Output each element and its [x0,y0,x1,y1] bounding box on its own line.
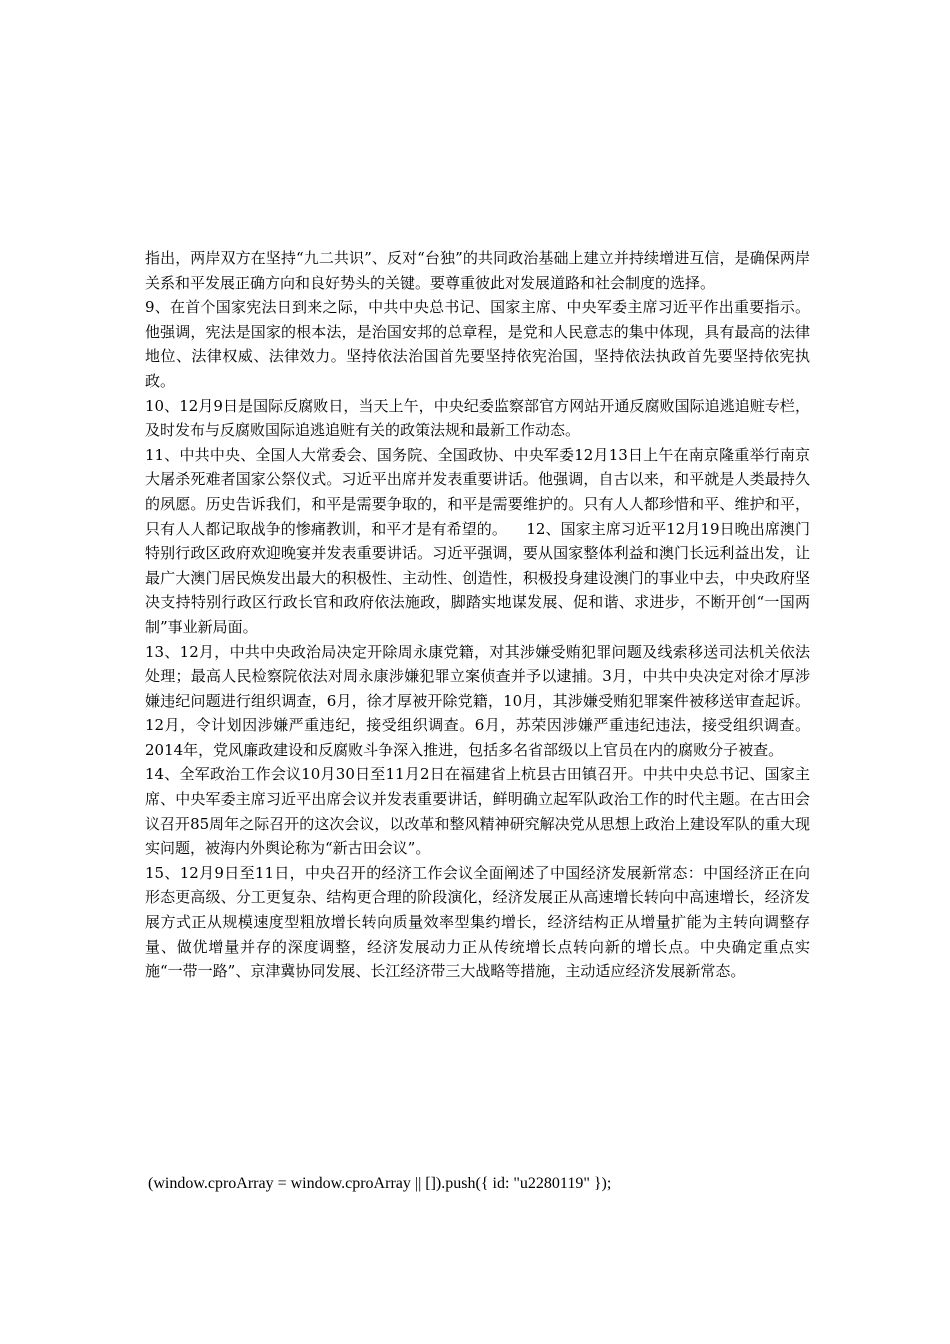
paragraph-item-14: 14、全军政治工作会议10月30日至11月2日在福建省上杭县古田镇召开。中共中央总书记、国家主席、中央军委主席习近平出席会议并发表重要讲话，鲜明确立起军队政治工作的时代主题。在古田会议召开85周年之际召开的这次会议，以改革和整风精神研究解决党从思想上政治上建设军队的重大现实问题，被海内外舆论称为“新古田会议”。 [145,765,810,858]
paragraph-item-11-12: 11、中共中央、全国人大常委会、国务院、全国政协、中央军委12月13日上午在南京隆重举行南京大屠杀死难者国家公祭仪式。习近平出席并发表重要讲话。他强调，自古以来，和平就是人类最持久的夙愿。历史告诉我们，和平是需要争取的，和平是需要维护的。只有人人都珍惜和平、维护和平，只有人人都记取战争的惨痛教训，和平才是有希望的。 12、国家主席习近平12月19日晚出席澳门特别行政区政府欢迎晚宴并发表重要讲话。习近平强调，要从国家整体利益和澳门长远利益出发，让最广大澳门居民焕发出最大的积极性、主动性、创造性，积极投身建设澳门的事业中去，中央政府坚决支持特别行政区行政长官和政府依法施政，脚踏实地谋发展、促和谐、求进步，不断开创“一国两制”事业新局面。 [145,445,810,636]
paragraph-item-13: 13、12月，中共中央政治局决定开除周永康党籍，对其涉嫌受贿犯罪问题及线索移送司法机关依法处理；最高人民检察院依法对周永康涉嫌犯罪立案侦查并予以逮捕。3月，中共中央决定对徐才厚涉嫌违纪问题进行组织调查，6月，徐才厚被开除党籍，10月，其涉嫌受贿犯罪案件被移送审查起诉。12月，令计划因涉嫌严重违纪，接受组织调查。6月，苏荣因涉嫌严重违纪违法，接受组织调查。2014年，党风廉政建设和反腐败斗争深入推进，包括多名省部级以上官员在内的腐败分子被查。 [145,642,810,759]
paragraph-item-9: 9、在首个国家宪法日到来之际，中共中央总书记、国家主席、中央军委主席习近平作出重要指示。他强调，宪法是国家的根本法，是治国安邦的总章程，是党和人民意志的集中体现，具有最高的法律地位、法律权威、法律效力。坚持依法治国首先要坚持依宪治国，坚持依法执政首先要坚持依宪执政。 [145,298,810,390]
paragraph-item-10: 10、12月9日是国际反腐败日，当天上午，中央纪委监察部官方网站开通反腐败国际追逃追赃专栏，及时发布与反腐败国际追逃追赃有关的政策法规和最新工作动态。 [145,396,810,440]
script-text-line: (window.cproArray = window.cproArray || []).push({ id: "u2280119" }); [148,1175,612,1192]
paragraph-cross-strait: 指出，两岸双方在坚持“九二共识”、反对“台独”的共同政治基础上建立并持续增进互信，是确保两岸关系和平发展正确方向和良好势头的关键。要尊重彼此对发展道路和社会制度的选择。 [145,249,810,292]
document-body [145,246,810,984]
paragraph-item-15: 15、12月9日至11日，中央召开的经济工作会议全面阐述了中国经济发展新常态：中国经济正在向形态更高级、分工更复杂、结构更合理的阶段演化，经济发展正从高速增长转向中高速增长，经济发展方式正从规模速度型粗放增长转向质量效率型集约增长，经济结构正从增量扩能为主转向调整存量、做优增量并存的深度调整，经济发展动力正从传统增长点转向新的增长点。中央确定重点实施“一带一路”、京津冀协同发展、长江经济带三大战略等措施，主动适应经济发展新常态。 [145,863,810,981]
